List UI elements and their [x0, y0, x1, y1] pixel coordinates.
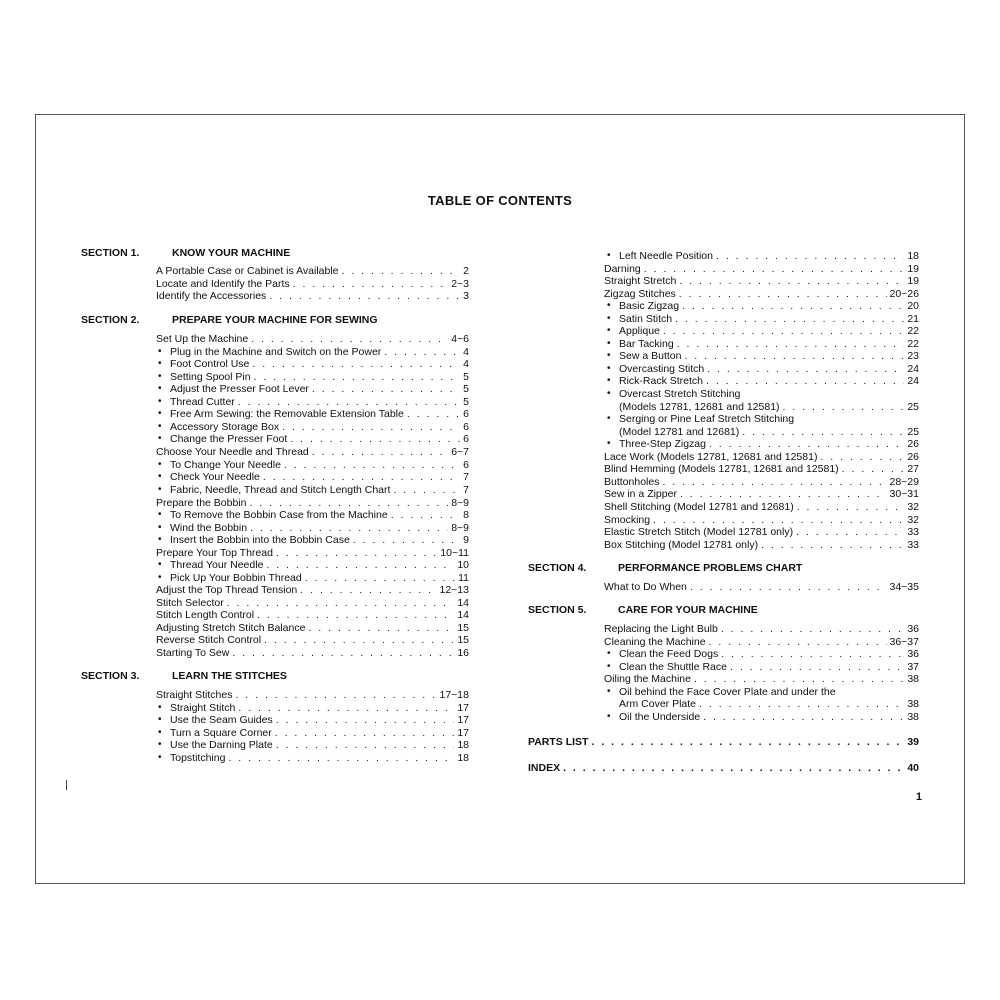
- toc-entry: • Oil behind the Face Cover Plate and under the: [619, 685, 919, 698]
- toc-entry: • Serging or Pine Leaf Stretch Stitching: [619, 412, 919, 425]
- toc-entry: Prepare the Bobbin . . . 8~9: [156, 496, 469, 509]
- section-title: PERFORMANCE PROBLEMS CHART: [618, 562, 803, 574]
- toc-entry: • Plug in the Machine and Switch on the Power . . . 4: [170, 345, 469, 358]
- toc-entry: Adjusting Stretch Stitch Balance . . . 15: [156, 621, 469, 634]
- toc-entry: (Models 12781, 12681 and 12581) . . . 25: [619, 400, 919, 413]
- toc-entry: • Rick-Rack Stretch . . . 24: [619, 374, 919, 387]
- toc-entry: Prepare Your Top Thread . . . 10~11: [156, 546, 469, 559]
- section-heading-5: [528, 604, 848, 617]
- parts-list-entry: PARTS LIST . . . 39: [528, 735, 919, 748]
- section-label: SECTION 1.: [81, 247, 140, 259]
- toc-entry: • Fabric, Needle, Thread and Stitch Length Chart . . . 7: [170, 483, 469, 496]
- section-label: SECTION 3.: [81, 670, 140, 682]
- toc-entry: Starting To Sew . . . 16: [156, 646, 469, 659]
- toc-entry: • Left Needle Position . . . 18: [619, 249, 919, 262]
- toc-entry: Lace Work (Models 12781, 12681 and 12581) . . . 26: [604, 450, 919, 463]
- toc-entry: • Adjust the Presser Foot Lever . . . 5: [170, 382, 469, 395]
- toc-entry: Set Up the Machine . . . 4~6: [156, 332, 469, 345]
- toc-entry: • Overcasting Stitch . . . 24: [619, 362, 919, 375]
- toc-entry: Replacing the Light Bulb . . . 36: [604, 622, 919, 635]
- toc-entry: • Satin Stitch . . . 21: [619, 312, 919, 325]
- section-title: CARE FOR YOUR MACHINE: [618, 604, 758, 616]
- page-title: TABLE OF CONTENTS: [427, 193, 573, 208]
- toc-entry: What to Do When . . . 34~35: [604, 580, 919, 593]
- toc-entry: • Clean the Shuttle Race . . . 37: [619, 660, 919, 673]
- toc-entry: • Oil the Underside . . . 38: [619, 710, 919, 723]
- toc-entry: Darning . . . 19: [604, 262, 919, 275]
- toc-entry: • Accessory Storage Box . . . 6: [170, 420, 469, 433]
- toc-entry: Elastic Stretch Stitch (Model 12781 only) . . . 33: [604, 525, 919, 538]
- toc-entry: • Topstitching . . . 18: [170, 751, 469, 764]
- toc-entry: Box Stitching (Model 12781 only) . . . 33: [604, 538, 919, 551]
- toc-entry: • Foot Control Use . . . 4: [170, 357, 469, 370]
- section-title: PREPARE YOUR MACHINE FOR SEWING: [172, 314, 378, 326]
- toc-entry: Blind Hemming (Models 12781, 12681 and 12581) . . . 27: [604, 462, 919, 475]
- toc-entry: Straight Stretch . . . 19: [604, 274, 919, 287]
- section-label: SECTION 5.: [528, 604, 587, 616]
- toc-entry: • To Change Your Needle . . . 6: [170, 458, 469, 471]
- margin-mark: [66, 780, 67, 790]
- toc-entry: • Thread Cutter . . . 5: [170, 395, 469, 408]
- toc-entry: • Use the Seam Guides . . . 17: [170, 713, 469, 726]
- toc-entry: • To Remove the Bobbin Case from the Machine . . . 8: [170, 508, 469, 521]
- toc-entry: Locate and Identify the Parts . . . 2~3: [156, 277, 469, 290]
- toc-entry: Straight Stitches . . . 17~18: [156, 688, 469, 701]
- toc-entry: • Wind the Bobbin . . . 8~9: [170, 521, 469, 534]
- toc-entry: • Basic Zigzag . . . 20: [619, 299, 919, 312]
- toc-entry: • Straight Stitch . . . 17: [170, 701, 469, 714]
- toc-entry: Adjust the Top Thread Tension . . . 12~13: [156, 583, 469, 596]
- toc-entry: Identify the Accessories . . . 3: [156, 289, 469, 302]
- toc-entry: A Portable Case or Cabinet is Available . . . 2: [156, 264, 469, 277]
- toc-entry: Cleaning the Machine . . . 36~37: [604, 635, 919, 648]
- section-label: SECTION 2.: [81, 314, 140, 326]
- toc-entry: • Sew a Button . . . 23: [619, 349, 919, 362]
- toc-entry: • Check Your Needle . . . 7: [170, 470, 469, 483]
- section-heading-1: [81, 247, 381, 260]
- toc-entry: • Free Arm Sewing: the Removable Extension Table . . . 6: [170, 407, 469, 420]
- toc-entry: • Change the Presser Foot . . . 6: [170, 432, 469, 445]
- toc-entry: • Setting Spool Pin . . . 5: [170, 370, 469, 383]
- toc-entry: Buttonholes . . . 28~29: [604, 475, 919, 488]
- toc-entry: • Use the Darning Plate . . . 18: [170, 738, 469, 751]
- toc-entry: Arm Cover Plate . . . 38: [619, 697, 919, 710]
- toc-entry: • Insert the Bobbin into the Bobbin Case . . . 9: [170, 533, 469, 546]
- toc-entry: • Turn a Square Corner . . . 17: [170, 726, 469, 739]
- toc-entry: Stitch Selector . . . 14: [156, 596, 469, 609]
- index-entry: INDEX . . . 40: [528, 761, 919, 774]
- toc-entry: • Applique . . . 22: [619, 324, 919, 337]
- toc-entry: • Bar Tacking . . . 22: [619, 337, 919, 350]
- toc-entry: • Pick Up Your Bobbin Thread . . . 11: [170, 571, 469, 584]
- section-title: KNOW YOUR MACHINE: [172, 247, 291, 259]
- page-number: 1: [915, 791, 922, 803]
- toc-entry: Sew in a Zipper . . . 30~31: [604, 487, 919, 500]
- section-heading-3: [81, 670, 381, 683]
- toc-entry: Choose Your Needle and Thread . . . 6~7: [156, 445, 469, 458]
- toc-entry: • Clean the Feed Dogs . . . 36: [619, 647, 919, 660]
- section-heading-4: [528, 562, 848, 575]
- toc-entry: • Thread Your Needle . . . 10: [170, 558, 469, 571]
- toc-entry: Stitch Length Control . . . 14: [156, 608, 469, 621]
- toc-entry: • Three-Step Zigzag . . . 26: [619, 437, 919, 450]
- toc-entry: Smocking . . . 32: [604, 513, 919, 526]
- toc-entry: Oiling the Machine . . . 38: [604, 672, 919, 685]
- section-heading-2: [81, 314, 421, 327]
- toc-entry: (Model 12781 and 12681) . . . 25: [619, 425, 919, 438]
- toc-entry: Shell Stitching (Model 12781 and 12681) . . . 32: [604, 500, 919, 513]
- section-label: SECTION 4.: [528, 562, 587, 574]
- toc-entry: Reverse Stitch Control . . . 15: [156, 633, 469, 646]
- toc-entry: • Overcast Stretch Stitching: [619, 387, 919, 400]
- toc-entry: Zigzag Stitches . . . 20~26: [604, 287, 919, 300]
- section-title: LEARN THE STITCHES: [172, 670, 287, 682]
